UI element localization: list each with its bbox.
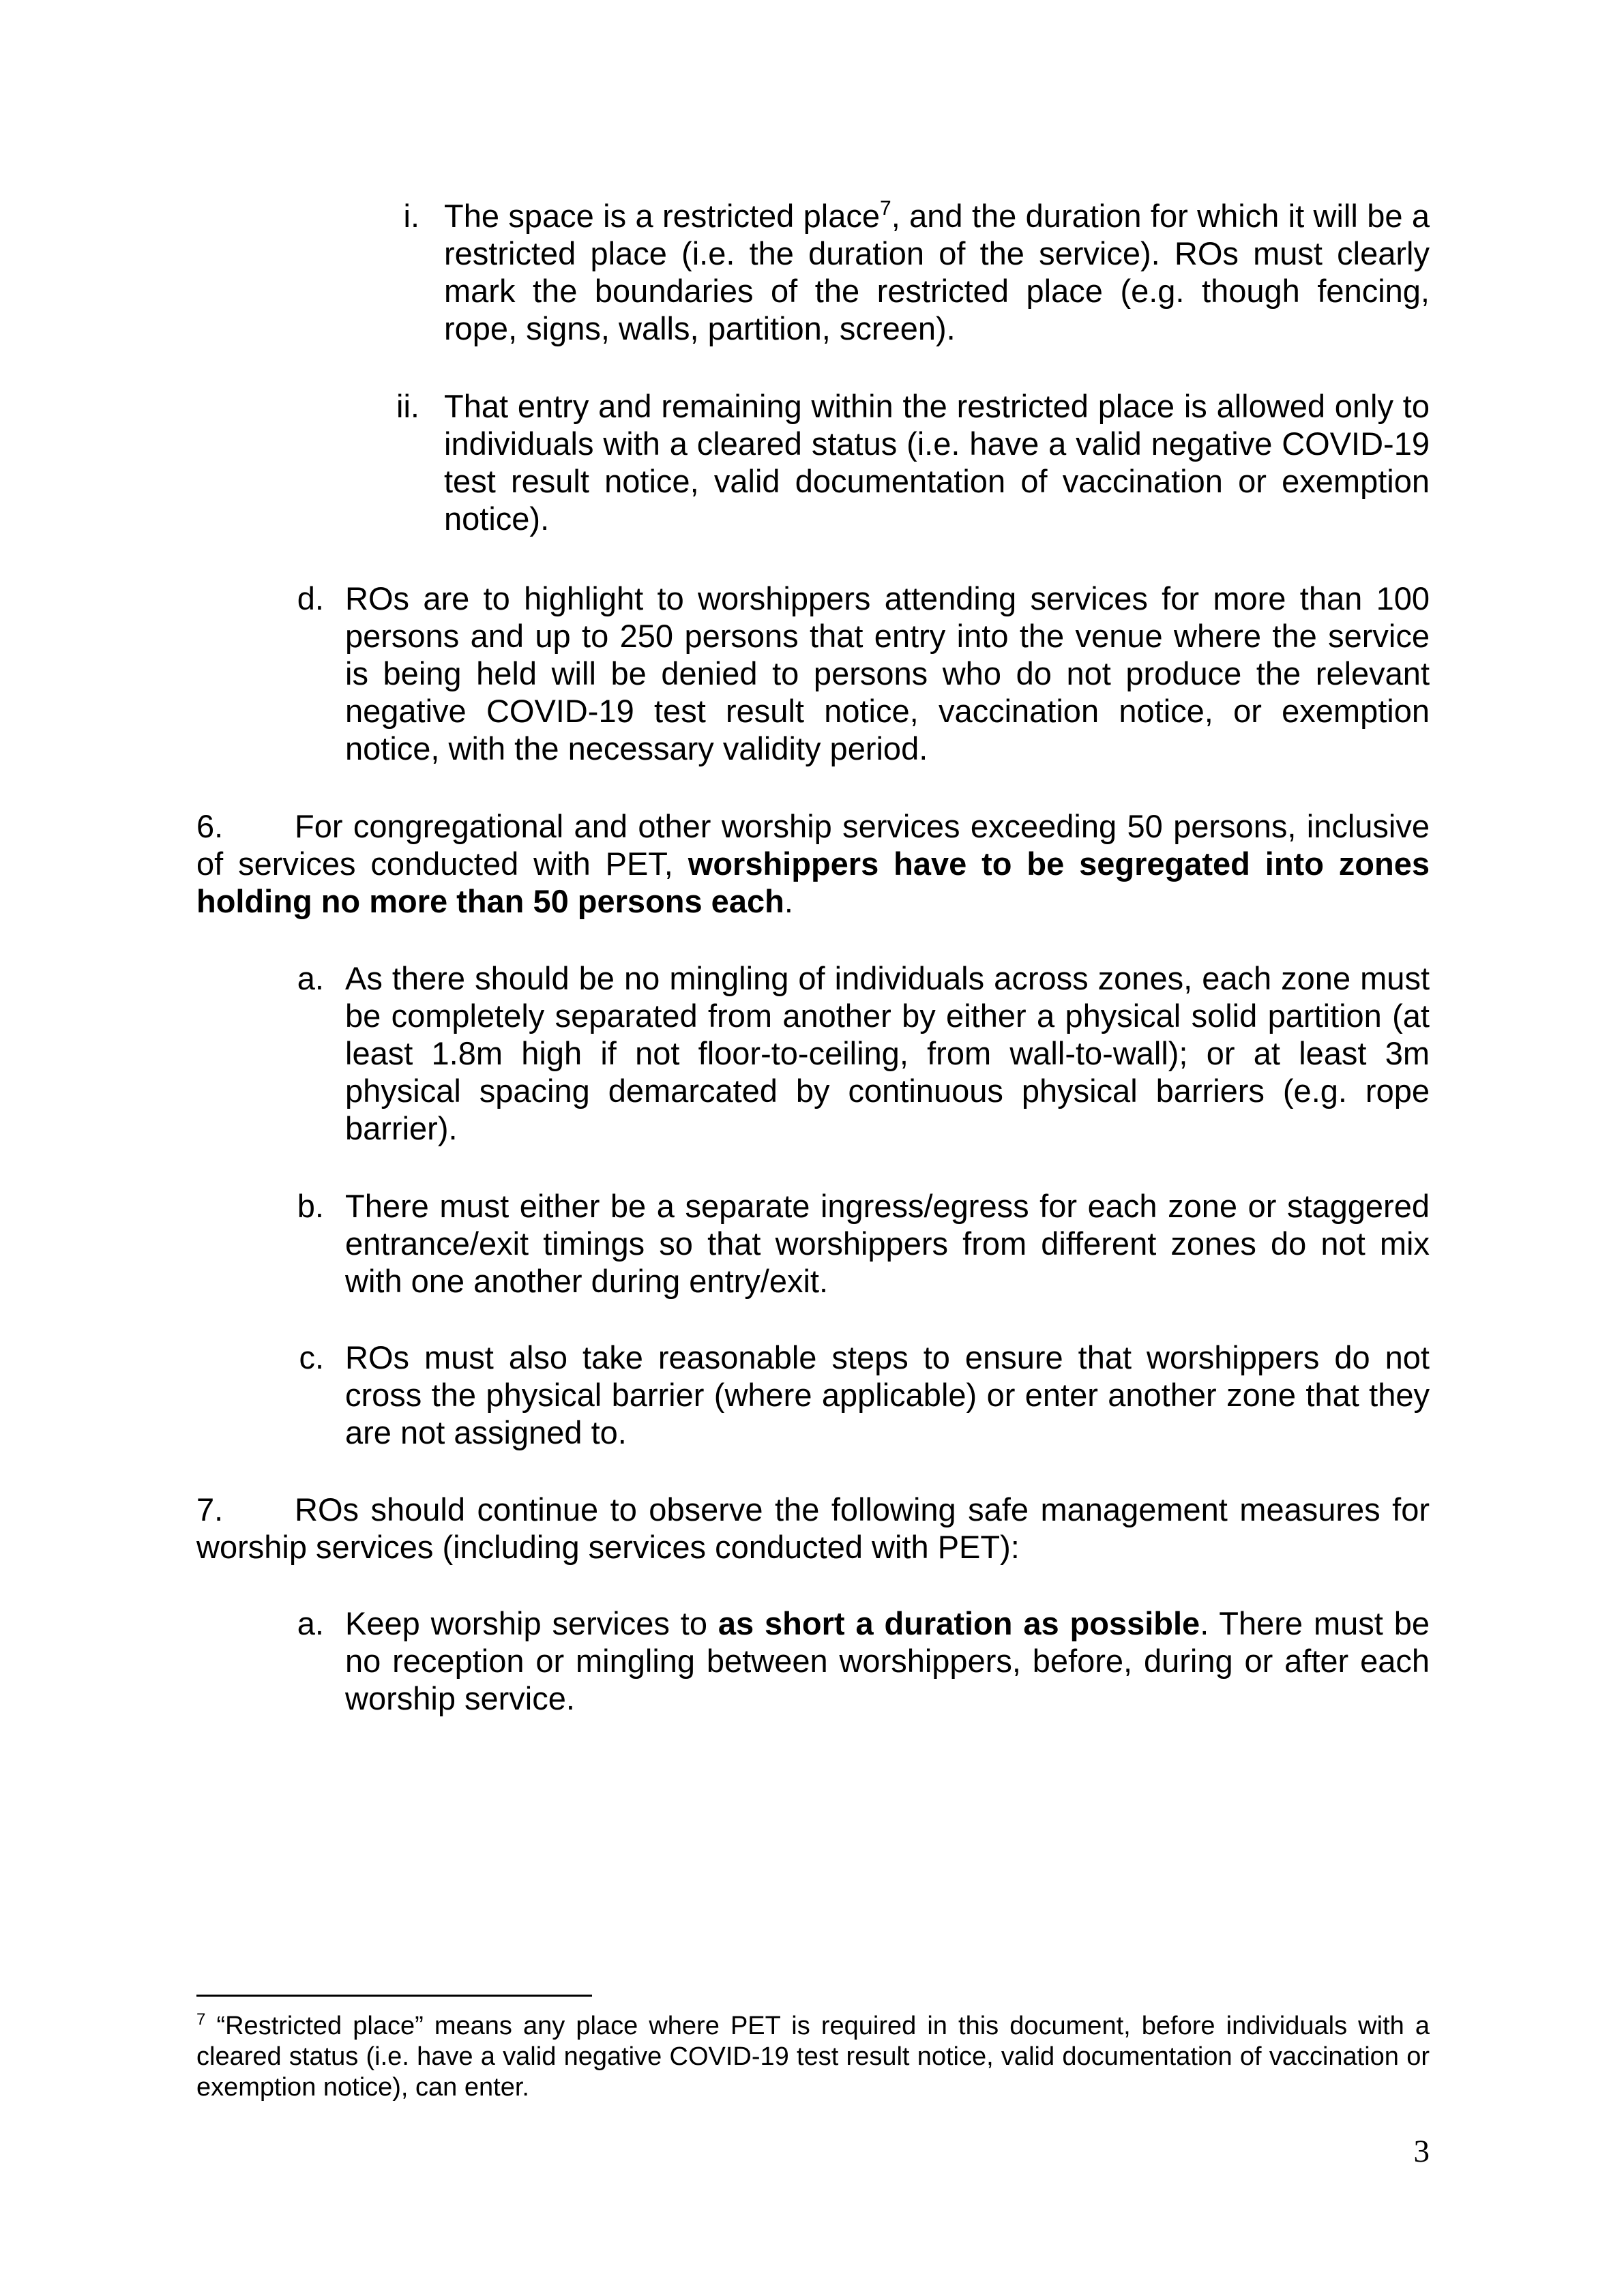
paragraph-number: 6. xyxy=(196,808,224,844)
list-item-restricted-place xyxy=(444,197,1430,347)
list-item-physical-barrier: ROs must also take reasonable steps to ensure that worshippers do not cross the physical barrier (where applicable) or enter another zone that they are not assigned to. xyxy=(345,1339,1430,1450)
list-item-cleared-status: That entry and remaining within the restricted place is allowed only to individuals with a cleared status (i.e. have a valid negative COVID-19 test result notice, valid documentation of vaccination or exemption notice). xyxy=(444,388,1430,537)
list-item-zone-separation: As there should be no mingling of individuals across zones, each zone must be completely separated from another by either a physical solid partition (at least 1.8m high if not floor-to-ceiling, from wall-to-wall); or at least 3m physical spacing demarcated by continuous physical barriers (e.g. rope barrier). xyxy=(345,960,1430,1146)
list-marker-ii: ii. xyxy=(396,388,419,424)
list-marker-i: i. xyxy=(403,198,419,234)
list-item-bold-text: as short a duration as possible xyxy=(718,1605,1200,1641)
paragraph-text: ROs should continue to observe the following safe management measures for worship services (including services conducted with PET): xyxy=(196,1491,1430,1565)
footnote xyxy=(196,2011,1430,2103)
list-marker-c: c. xyxy=(299,1339,324,1375)
page-number: 3 xyxy=(1413,2134,1430,2169)
paragraph-7 xyxy=(196,1491,1430,1566)
paragraph-number: 7. xyxy=(196,1491,224,1527)
paragraph-6 xyxy=(196,807,1430,920)
footnote-number: 7 xyxy=(196,2010,206,2029)
footnote-text: “Restricted place” means any place where PET is required in this document, before individuals with a cleared status (i.e. have a valid negative COVID-19 test result notice, valid documentation of vaccination or exemption notice), can enter. xyxy=(196,2012,1430,2102)
list-item-text: . There must be no reception or mingling between worshippers, before, during or after each worship service. xyxy=(345,1605,1430,1716)
list-item-text: The space is a restricted place xyxy=(444,198,881,234)
list-marker-d: d. xyxy=(297,580,324,616)
list-marker-b: b. xyxy=(297,1188,324,1224)
list-item-text: Keep worship services to xyxy=(345,1605,718,1641)
footnote-separator xyxy=(196,1995,592,1997)
paragraph-text: For congregational and other worship services exceeding 50 persons, inclusive of services conducted with PET, xyxy=(196,808,1430,882)
footnote-reference: 7 xyxy=(880,197,891,220)
paragraph-bold-text: worshippers have to be segregated into zones holding no more than 50 persons each xyxy=(196,846,1430,919)
list-marker-a: a. xyxy=(297,1605,324,1641)
list-item-short-duration xyxy=(345,1605,1430,1717)
list-item-highlight-entry: ROs are to highlight to worshippers attending services for more than 100 persons and up to 250 persons that entry into the venue where the service is being held will be denied to persons who do not produce the relevant negative COVID-19 test result notice, vaccination notice, or exemption notice, with the necessary validity period. xyxy=(345,580,1430,766)
paragraph-text: . xyxy=(784,883,793,919)
list-item-text: , and the duration for which it will be a restricted place (i.e. the duration of the service). ROs must clearly mark the boundaries of the restricted place (e.g. though fencing, rope, signs, walls, partition, screen). xyxy=(444,198,1430,346)
list-marker-a: a. xyxy=(297,960,324,996)
list-item-ingress-egress: There must either be a separate ingress/egress for each zone or staggered entrance/exit timings so that worshippers from different zones do not mix with one another during entry/exit. xyxy=(345,1188,1430,1299)
